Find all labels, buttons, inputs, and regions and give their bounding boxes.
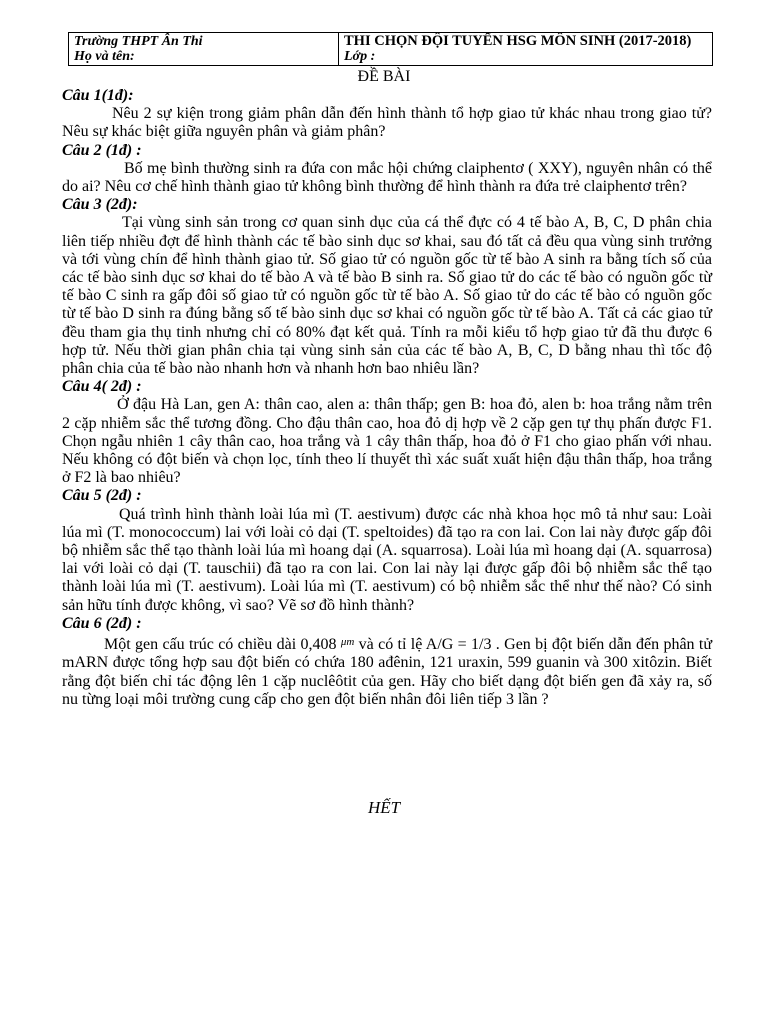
question-3-body: Tại vùng sinh sản trong cơ quan sinh dục của cá thể đực có 4 tế bào A, B, C, D phân chia liên tiếp nhiều đợt để hình thành các tế bào sinh dục sơ khai, sau đó tất cả đều qua vùng sinh trưởng và tới vùng chín để hình thành giao tử. Số giao tử có nguồn gốc từ tế bào A sinh ra bằng tích số của các tế bào sinh dục sơ khai do tế bào A và tế bào B sinh ra. Số giao tử do các tế bào có nguồn gốc từ tế bào C sinh ra gấp đôi số giao tử có nguồn gốc từ tế bào A. Số giao tử do các tế bào có nguồn gốc từ tế bào D sinh ra đúng bằng số tế bào sinh dục sơ khai có nguồn gốc từ tế bào A. Tất cả các giao tử đều tham gia thụ tinh nhưng chỉ có 80% đạt kết quả. Tính ra mỗi kiểu tổ hợp giao tử đã thu được 6 hợp tử. Nếu thời gian phân chia tại vùng sinh sản của các tế bào A, B, C, D bằng nhau thì tốc độ phân chia của tế bào nào nhanh hơn và nhanh hơn bao nhiêu lần?: [62, 214, 712, 378]
question-2-title: Câu 2 (1đ) :: [62, 141, 142, 159]
question-6-body-end: và có tỉ lệ A/G = 1/3 . Gen bị đột biến dẫn đến phân tử mARN được tổng hợp sau đột biến có chứa 180 ađênin, 121 uraxin, 599 guanin và 300 xitôzin. Biết rằng đột biến chỉ tác động lên 1 cặp nuclêôtit của gen. Hãy cho biết dạng đột biến gen đã xảy ra, số nu từng loại môi trường cung cấp cho gen đột biến nhân đôi liên tiếp 3 lần ?: [62, 636, 713, 708]
question-1-title: Câu 1(1đ):: [62, 87, 134, 104]
exam-title: THI CHỌN ĐỘI TUYỂN HSG MÔN SINH (2017-2018): [344, 33, 692, 49]
question-3-title: Câu 3 (2đ):: [62, 196, 138, 214]
question-5-title: Câu 5 (2đ) :: [62, 487, 142, 505]
question-6-title: Câu 6 (2đ) :: [62, 614, 142, 632]
section-title: ĐỀ BÀI: [357, 68, 411, 85]
question-6-body: [62, 633, 712, 709]
question-4-title: Câu 4( 2đ) :: [62, 378, 142, 396]
micrometer-unit: μm: [340, 636, 355, 649]
questions: [62, 87, 712, 709]
question-5-body: Quá trình hình thành loài lúa mì (T. aestivum) được các nhà khoa học mô tả như sau: Loài lúa mì (T. monococcum) lai với loài cỏ dại (T. speltoides) đã tạo ra con lai. Con lai này được gấp đôi bộ nhiễm sắc thể tạo thành loài lúa mì hoang dại (A. squarrosa). Loài lúa mì hoang dại (A. squarrosa) lai với loài cỏ dại (T. tauschii) đã tạo ra con lai. Con lai này lại được gấp đôi bộ nhiễm sắc thể tạo thành loài lúa mì (T. aestivum). Loài lúa mì (T. aestivum) có bộ nhiễm sắc thể như thế nào? Có sinh sản hữu tính được không, vì sao? Vẽ sơ đồ hình thành?: [62, 505, 712, 614]
end-mark: HẾT: [367, 798, 401, 817]
question-1-body: Nêu 2 sự kiện trong giảm phân dẫn đến hình thành tổ hợp giao tử khác nhau trong giao tử? Nêu sự khác biệt giữa nguyên phân và giảm phân?: [62, 105, 712, 141]
class-label: Lớp :: [344, 49, 376, 64]
question-2-body: Bố mẹ bình thường sinh ra đứa con mắc hội chứng claiphentơ ( XXY), nguyên nhân có thể do ai? Nêu cơ chế hình thành giao tử không bình thường để hình thành ra đứa trẻ claiphentơ trên?: [62, 159, 712, 196]
question-6-body-start: Một gen cấu trúc có chiều dài 0,408: [104, 636, 337, 654]
header-left-cell: [69, 33, 339, 65]
name-label: Họ và tên:: [74, 49, 135, 64]
header-right-cell: [339, 33, 712, 65]
school-name: Trường THPT Ân Thi: [74, 34, 203, 49]
header-table: [68, 32, 713, 66]
question-4-body: Ở đậu Hà Lan, gen A: thân cao, alen a: thân thấp; gen B: hoa đỏ, alen b: hoa trắng nằm trên 2 cặp nhiễm sắc thể tương đồng. Cho đậu thân cao, hoa đỏ dị hợp về 2 cặp gen tự thụ phấn được F1. Chọn ngẫu nhiên 1 cây thân cao, hoa trắng và 1 cây thân thấp, hoa đỏ ở F1 cho giao phấn với nhau. Nếu không có đột biến và chọn lọc, tính theo lí thuyết thì xác suất xuất hiện đậu thân thấp, hoa trắng ở F2 là bao nhiêu?: [62, 396, 712, 487]
